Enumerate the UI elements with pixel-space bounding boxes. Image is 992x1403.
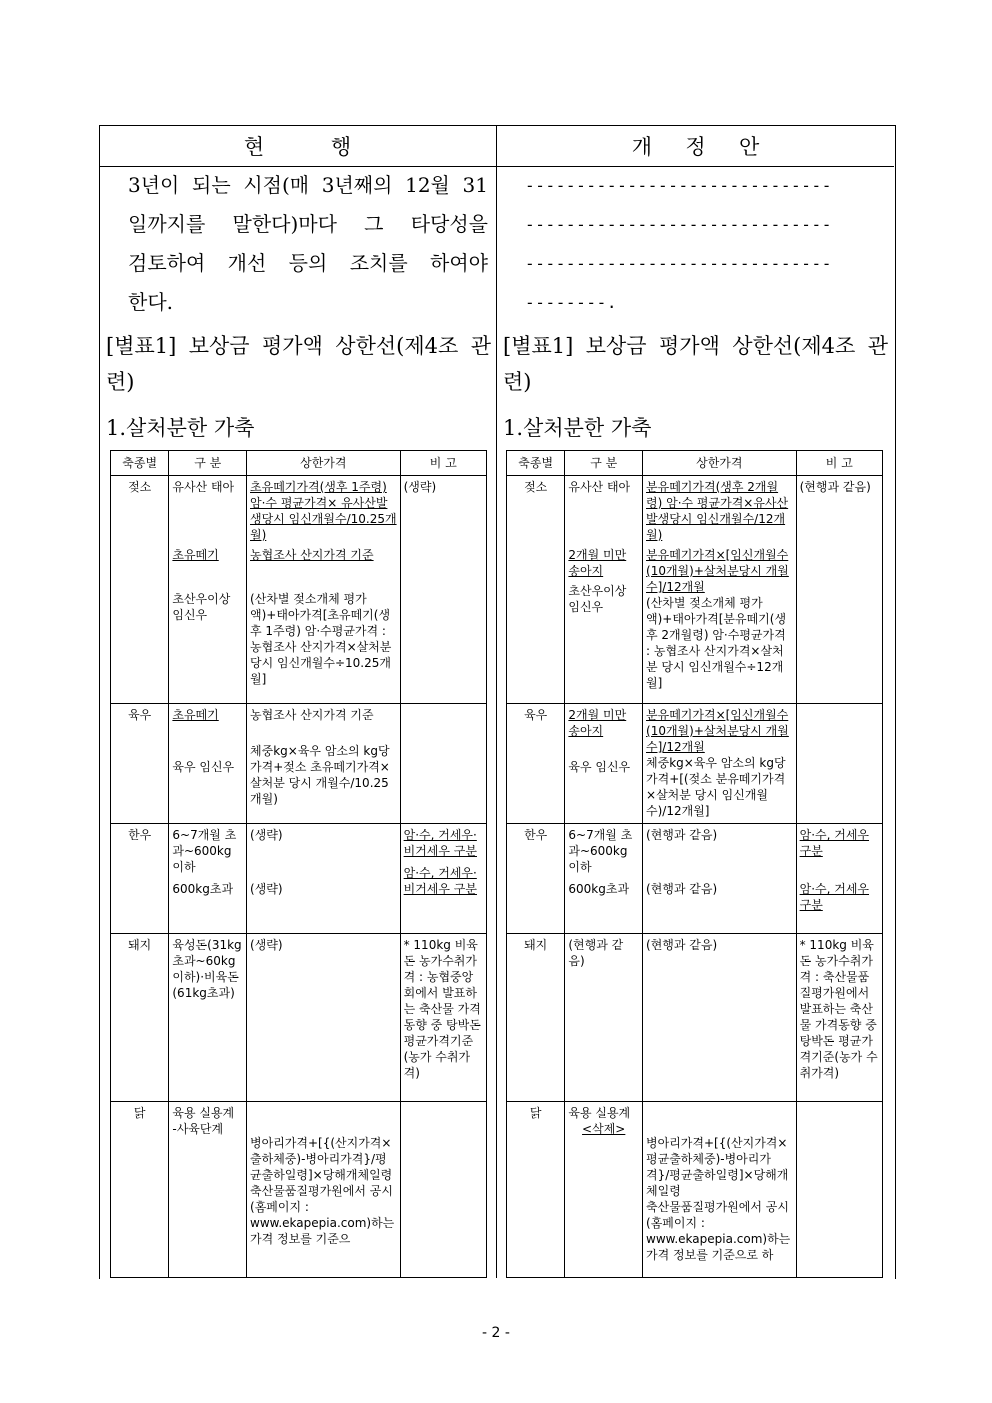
- price-text: (산차별 젖소개체 평가액)+태아가격[분유떼기(생후 2개월령) 암·수평균가격 : 농협조사 산지가격×살처분 당시 임신개월수÷12개월]: [646, 596, 787, 690]
- price-text: (현행과 같음): [646, 882, 718, 896]
- price-text: 분유떼기가격(생후 2개월령) 암·수 평균가격×유사산발생당시 임신개월수/12개월): [646, 480, 789, 542]
- category-text: 6~7개월 초과~600kg이하: [568, 828, 633, 874]
- price-text: 축산물품질평가원에서 공시(홈페이지 : www.ekapepia.com)하는 가격 정보를 기준으: [250, 1184, 395, 1246]
- table-header-row: [111, 451, 487, 476]
- header-revised: [497, 126, 894, 166]
- note-text: 암·수, 거세우 구분: [799, 828, 870, 858]
- note-cell: [796, 1102, 882, 1278]
- comparison-header: [99, 125, 894, 167]
- note-text: 암·수, 거세우 구분: [799, 882, 870, 912]
- kind-cell: 한우: [507, 824, 565, 934]
- kind-cell: 육우: [111, 704, 169, 824]
- table-row: [111, 704, 487, 824]
- intro-line: 검토하여 개선 등의 조치를 하여야: [128, 251, 488, 275]
- table-row: [507, 824, 883, 934]
- category-cell: [169, 824, 247, 934]
- column-divider: [496, 165, 497, 1278]
- header-revised-label: 개 정 안: [631, 135, 760, 159]
- note-cell: [400, 824, 486, 934]
- category-text: 초산우이상 임신우: [568, 584, 627, 614]
- price-text: (산차별 젖소개체 평가액)+태아가격[초유떼기(생후 1주령) 암·수평균가격 : 농협조사 산지가격×살처분 당시 임신개월수÷10.25개월]: [250, 592, 392, 686]
- table-row: [111, 1102, 487, 1278]
- col-header: 상한가격: [643, 451, 797, 476]
- col-header: 구 분: [565, 451, 643, 476]
- category-cell: (현행과 같음): [565, 934, 643, 1102]
- price-text: (생략): [250, 828, 283, 842]
- kind-cell: 닭: [507, 1102, 565, 1278]
- category-cell: [565, 1102, 643, 1278]
- intro-line: ------------------------------: [525, 215, 832, 234]
- table-row: [111, 824, 487, 934]
- table-row: [507, 1102, 883, 1278]
- price-text: 체중kg×육우 암소의 kg당 가격+젖소 초유떼기가격×살처분 당시 개월수/10.25개월): [250, 744, 390, 806]
- kind-cell: 젖소: [111, 476, 169, 704]
- category-text: 육우 임신우: [568, 760, 631, 774]
- category-text: 육용 실용계: [568, 1106, 631, 1120]
- header-current-label: 현 행: [243, 135, 352, 159]
- revised-table: [506, 450, 883, 1278]
- category-text: 2개월 미만 송아지: [568, 548, 627, 578]
- category-cell: [565, 476, 643, 704]
- kind-cell: 육우: [507, 704, 565, 824]
- price-cell: (생략): [247, 934, 401, 1102]
- kind-cell: 돼지: [507, 934, 565, 1102]
- col-header: 구 분: [169, 451, 247, 476]
- kind-cell: 닭: [111, 1102, 169, 1278]
- category-cell: [169, 476, 247, 704]
- table-row: [111, 476, 487, 704]
- kind-cell: 젖소: [507, 476, 565, 704]
- annex-title: [별표1] 보상금 평가액 상한선(제4조 관련): [106, 334, 491, 394]
- price-text: 분유떼기가격×[임신개월수(10개월)+살처분당시 개월수]/12개월: [646, 548, 789, 594]
- price-cell: [643, 1102, 797, 1278]
- category-text: 육우 임신우: [172, 760, 235, 774]
- intro-line: --------.: [525, 293, 618, 312]
- note-text: 암·수, 거세우·비거세우 구분: [403, 866, 477, 896]
- col-header: 축종별: [111, 451, 169, 476]
- price-cell: [247, 824, 401, 934]
- price-text: 축산물품질평가원에서 공시(홈페이지 : www.ekapepia.com)하는 가격 정보를 기준으로 하: [646, 1200, 791, 1262]
- category-cell: 육성돈(31kg초과~60kg이하)·비육돈(61kg초과): [169, 934, 247, 1102]
- intro-line: 한다.: [128, 290, 173, 314]
- note-cell: (생략): [400, 476, 486, 704]
- note-cell: * 110kg 비육돈 농가수취가격 : 축산물품질평가원에서 발표하는 축산물 가격동향 중 탕박돈 평균가격기준(농가 수취가격): [796, 934, 882, 1102]
- intro-line: ------------------------------: [525, 254, 832, 273]
- category-text: <삭제>: [582, 1122, 626, 1136]
- price-text: (생략): [250, 882, 283, 896]
- table-row: [507, 476, 883, 704]
- category-cell: [169, 704, 247, 824]
- price-cell: [643, 824, 797, 934]
- price-cell: [247, 704, 401, 824]
- revised-column: [503, 166, 888, 442]
- price-text: 병아리가격+[{(산지가격×출하체중)-병아리가격}/평균출하일령]×당해개체일령: [250, 1136, 393, 1182]
- note-cell: * 110kg 비육돈 농가수취가격 : 농협중앙회에서 발표하는 축산물 가격동향 중 탕박돈 평균가격기준(농가 수취가격): [400, 934, 486, 1102]
- price-cell: (현행과 같음): [643, 934, 797, 1102]
- table-header-row: [507, 451, 883, 476]
- category-text: 초유떼기: [172, 548, 219, 562]
- category-cell: [565, 704, 643, 824]
- category-text: 6~7개월 초과~600kg이하: [172, 828, 237, 874]
- current-table: [110, 450, 487, 1278]
- price-cell: [643, 704, 797, 824]
- price-text: 농협조사 산지가격 기준: [250, 708, 374, 722]
- category-text: -사육단계: [172, 1122, 224, 1136]
- category-text: 600kg초과: [568, 882, 630, 896]
- kind-cell: 한우: [111, 824, 169, 934]
- intro-line: 일까지를 말한다)마다 그 타당성을: [128, 212, 488, 236]
- current-intro: [106, 166, 491, 322]
- note-cell: [400, 1102, 486, 1278]
- page-number: - 2 -: [482, 1325, 510, 1341]
- intro-line: 3년이 되는 시점(매 3년째의 12월 31: [128, 173, 488, 197]
- price-text: 초유떼기가격(생후 1주령) 암·수 평균가격× 유사산발생당시 임신개월수/10.25개월): [250, 480, 397, 542]
- note-text: 암·수, 거세우·비거세우 구분: [403, 828, 477, 858]
- table-row: [507, 704, 883, 824]
- price-text: 농협조사 산지가격 기준: [250, 548, 374, 562]
- category-text: 초산우이상 임신우: [172, 592, 231, 622]
- col-header: 축종별: [507, 451, 565, 476]
- price-cell: [643, 476, 797, 704]
- note-cell: [796, 824, 882, 934]
- current-column: [106, 166, 491, 442]
- price-cell: [247, 1102, 401, 1278]
- price-text: (현행과 같음): [646, 828, 718, 842]
- category-cell: [565, 824, 643, 934]
- price-cell: [247, 476, 401, 704]
- table-row: [507, 934, 883, 1102]
- note-cell: [400, 704, 486, 824]
- category-text: 초유떼기: [172, 708, 219, 722]
- category-cell: [169, 1102, 247, 1278]
- category-text: 600kg초과: [172, 882, 234, 896]
- note-cell: (현행과 같음): [796, 476, 882, 704]
- category-text: 유사산 태아: [568, 480, 631, 494]
- col-header: 비 고: [400, 451, 486, 476]
- table-row: [111, 934, 487, 1102]
- price-text: 체중kg×육우 암소의 kg당 가격+[(젖소 분유떼기가격×살처분 당시 임신개월수)/12개월]: [646, 756, 786, 818]
- category-text: 육용 실용계: [172, 1106, 235, 1120]
- kind-cell: 돼지: [111, 934, 169, 1102]
- price-text: 병아리가격+[{(산지가격×평균출하체중)-병아리가격}/평균출하일령]×당해개체일령: [646, 1136, 789, 1198]
- header-current: [99, 126, 497, 166]
- revised-intro: [503, 166, 888, 322]
- col-header: 비 고: [796, 451, 882, 476]
- section-title: 1.살처분한 가축: [503, 416, 652, 440]
- annex-title: [별표1] 보상금 평가액 상한선(제4조 관련): [503, 334, 888, 394]
- section-title: 1.살처분한 가축: [106, 416, 255, 440]
- col-header: 상한가격: [247, 451, 401, 476]
- category-text: 2개월 미만 송아지: [568, 708, 627, 738]
- category-text: 유사산 태아: [172, 480, 235, 494]
- price-text: 분유떼기가격×[임신개월수(10개월)+살처분당시 개월수]/12개월: [646, 708, 789, 754]
- intro-line: ------------------------------: [525, 176, 832, 195]
- note-cell: [796, 704, 882, 824]
